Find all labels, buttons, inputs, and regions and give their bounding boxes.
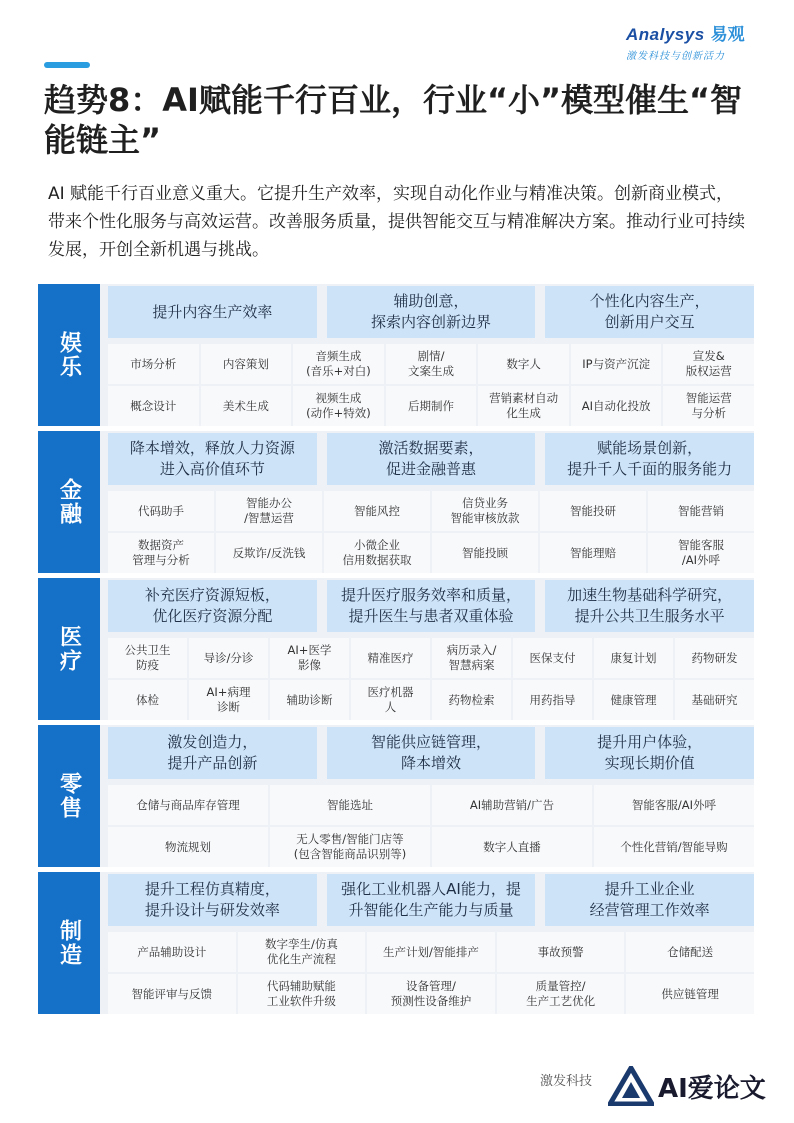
application-cell: 数字人直播: [432, 827, 592, 867]
application-cell: 体检: [108, 680, 187, 720]
industry-section: [38, 284, 754, 426]
application-grid: [108, 344, 754, 426]
application-cell: 智能办公 /智慧运营: [216, 491, 322, 531]
brand-logo: [626, 20, 776, 62]
application-cell: AI自动化投放: [571, 386, 662, 426]
application-cell: 基础研究: [675, 680, 754, 720]
application-cell: 公共卫生 防疫: [108, 638, 187, 678]
application-row: [108, 386, 754, 426]
industry-section: [38, 872, 754, 1014]
industry-label-text: 娱乐: [56, 331, 82, 379]
application-cell: 智能投研: [540, 491, 646, 531]
application-grid: [108, 491, 754, 573]
application-cell: 小微企业 信用数据获取: [324, 533, 430, 573]
industry-label-text: 医疗: [56, 625, 82, 673]
application-cell: 市场分析: [108, 344, 199, 384]
goal-box: 辅助创意， 探索内容创新边界: [327, 286, 536, 338]
application-cell: AI+医学 影像: [270, 638, 349, 678]
application-cell: 美术生成: [201, 386, 292, 426]
industry-content: [100, 872, 754, 1014]
application-row: [108, 680, 754, 720]
application-cell: 内容策划: [201, 344, 292, 384]
title-accent-bar: [44, 62, 90, 68]
application-cell: 智能运营 与分析: [663, 386, 754, 426]
application-cell: 辅助诊断: [270, 680, 349, 720]
application-cell: 剧情/ 文案生成: [386, 344, 477, 384]
application-cell: 概念设计: [108, 386, 199, 426]
goal-box: 赋能场景创新， 提升千人千面的服务能力: [545, 433, 754, 485]
logo-chinese: 易观: [710, 25, 745, 44]
goal-box: 提升医疗服务效率和质量， 提升医生与患者双重体验: [327, 580, 536, 632]
industry-section: [38, 725, 754, 867]
application-cell: 智能投顾: [432, 533, 538, 573]
application-cell: 物流规划: [108, 827, 268, 867]
industry-label-text: 零售: [56, 772, 82, 820]
application-cell: 后期制作: [386, 386, 477, 426]
goal-box: 智能供应链管理， 降本增效: [327, 727, 536, 779]
application-row: [108, 932, 754, 972]
application-cell: 营销素材自动 化生成: [478, 386, 569, 426]
application-row: [108, 344, 754, 384]
application-cell: 精准医疗: [351, 638, 430, 678]
application-cell: 智能客服/AI外呼: [594, 785, 754, 825]
application-cell: 智能选址: [270, 785, 430, 825]
goal-box: 强化工业机器人AI能力，提 升智能化生产能力与质量: [327, 874, 536, 926]
application-grid: [108, 785, 754, 867]
application-cell: 数字孪生/仿真 优化生产流程: [238, 932, 366, 972]
application-cell: 数据资产 管理与分析: [108, 533, 214, 573]
industry-content: [100, 431, 754, 573]
application-cell: 药物研发: [675, 638, 754, 678]
goal-row: [108, 286, 754, 338]
goal-row: [108, 580, 754, 632]
application-row: [108, 974, 754, 1014]
goal-box: 激发创造力， 提升产品创新: [108, 727, 317, 779]
application-grid: [108, 638, 754, 720]
industry-section: [38, 431, 754, 573]
industry-label-text: 制造: [56, 919, 82, 967]
application-cell: 宣发& 版权运营: [663, 344, 754, 384]
application-cell: 医保支付: [513, 638, 592, 678]
application-cell: IP与资产沉淀: [571, 344, 662, 384]
application-row: [108, 785, 754, 825]
application-cell: 供应链管理: [626, 974, 754, 1014]
application-cell: 信贷业务 智能审核放款: [432, 491, 538, 531]
goal-box: 激活数据要素， 促进金融普惠: [327, 433, 536, 485]
goal-box: 降本增效，释放人力资源 进入高价值环节: [108, 433, 317, 485]
application-cell: AI辅助营销/广告: [432, 785, 592, 825]
application-cell: 音频生成 (音乐+对白): [293, 344, 384, 384]
application-cell: 数字人: [478, 344, 569, 384]
industry-label: [38, 578, 100, 720]
intro-paragraph: AI 赋能千行百业意义重大。它提升生产效率，实现自动化作业与精准决策。创新商业模式，带来个性化服务与高效运营。改善服务质量，提供智能交互与精准解决方案。推动行业可持续发展，开创全新机遇与挑战。: [48, 184, 745, 260]
application-cell: 视频生成 (动作+特效): [293, 386, 384, 426]
industry-content: [100, 284, 754, 426]
application-row: [108, 533, 754, 573]
application-row: [108, 491, 754, 531]
application-cell: 反欺诈/反洗钱: [216, 533, 322, 573]
footer-text: 激发科技: [540, 1074, 593, 1089]
watermark-logo-icon: [608, 1066, 654, 1106]
watermark-text: AI爱论文: [658, 1073, 766, 1104]
goal-box: 补充医疗资源短板， 优化医疗资源分配: [108, 580, 317, 632]
industry-label-text: 金融: [56, 478, 82, 526]
goal-box: 加速生物基础科学研究， 提升公共卫生服务水平: [545, 580, 754, 632]
page-title: 趋势8：AI赋能千行百业，行业“小”模型催生“智能链主”: [44, 81, 743, 159]
goal-box: 提升工业企业 经营管理工作效率: [545, 874, 754, 926]
application-cell: 代码助手: [108, 491, 214, 531]
application-cell: 智能风控: [324, 491, 430, 531]
industry-content: [100, 725, 754, 867]
logo-tagline: 激发科技与创新活力: [626, 51, 725, 62]
application-cell: 产品辅助设计: [108, 932, 236, 972]
application-cell: 个性化营销/智能导购: [594, 827, 754, 867]
industry-content: [100, 578, 754, 720]
application-row: [108, 638, 754, 678]
goal-box: 个性化内容生产， 创新用户交互: [545, 286, 754, 338]
application-cell: 智能评审与反馈: [108, 974, 236, 1014]
application-row: [108, 827, 754, 867]
industry-label: [38, 725, 100, 867]
application-cell: 设备管理/ 预测性设备维护: [367, 974, 495, 1014]
application-cell: AI+病理 诊断: [189, 680, 268, 720]
application-cell: 智能营销: [648, 491, 754, 531]
application-cell: 康复计划: [594, 638, 673, 678]
application-cell: 生产计划/智能排产: [367, 932, 495, 972]
industry-label: [38, 284, 100, 426]
application-cell: 智能理赔: [540, 533, 646, 573]
application-cell: 用药指导: [513, 680, 592, 720]
goal-box: 提升工程仿真精度， 提升设计与研发效率: [108, 874, 317, 926]
application-cell: 智能客服 /AI外呼: [648, 533, 754, 573]
application-cell: 药物检索: [432, 680, 511, 720]
industry-section: [38, 578, 754, 720]
application-cell: 导诊/分诊: [189, 638, 268, 678]
application-cell: 病历录入/ 智慧病案: [432, 638, 511, 678]
industry-label: [38, 431, 100, 573]
application-grid: [108, 932, 754, 1014]
logo-english: Analysys: [626, 25, 705, 44]
goal-box: 提升用户体验， 实现长期价值: [545, 727, 754, 779]
goal-row: [108, 433, 754, 485]
application-cell: 代码辅助赋能 工业软件升级: [238, 974, 366, 1014]
industry-matrix: [38, 284, 754, 1019]
industry-label: [38, 872, 100, 1014]
goal-row: [108, 727, 754, 779]
application-cell: 仓储与商品库存管理: [108, 785, 268, 825]
application-cell: 仓储配送: [626, 932, 754, 972]
goal-row: [108, 874, 754, 926]
application-cell: 健康管理: [594, 680, 673, 720]
application-cell: 质量管控/ 生产工艺优化: [497, 974, 625, 1014]
application-cell: 医疗机器 人: [351, 680, 430, 720]
application-cell: 事故预警: [497, 932, 625, 972]
watermark: [608, 1066, 766, 1106]
application-cell: 无人零售/智能门店等 (包含智能商品识别等): [270, 827, 430, 867]
goal-box: 提升内容生产效率: [108, 286, 317, 338]
